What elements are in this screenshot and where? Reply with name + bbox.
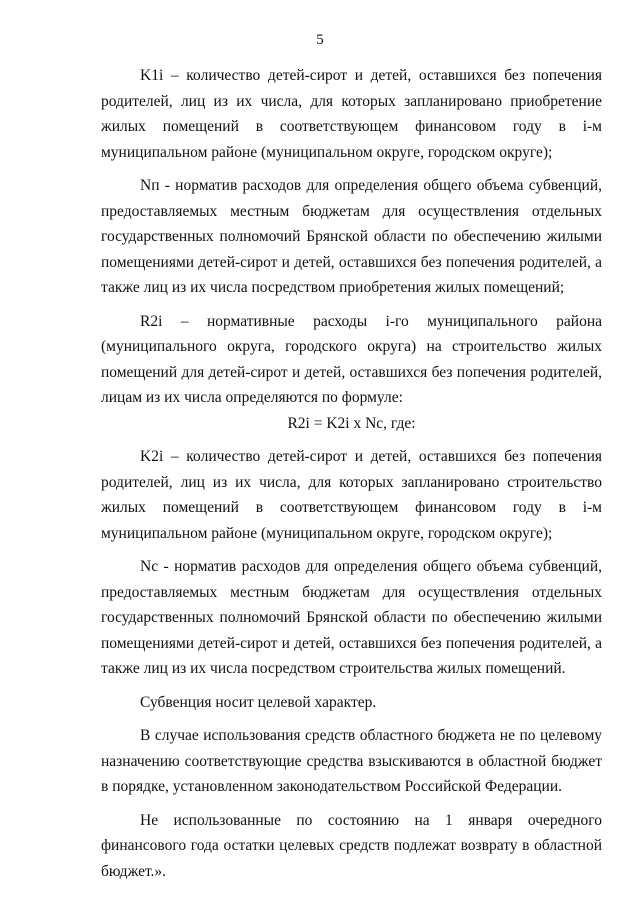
formula-r2i: R2i = K2i x Nс, где: [287, 414, 416, 432]
paragraph-unused-funds-return: Не использованные по состоянию на 1 января очередного финансового года остатки целевых средств подлежат возврату в областной бюджет.». [101, 811, 602, 880]
paragraph-nc-definition: Nс - норматив расходов для определения общего объема субвенций, предоставляемых местным бюджетам для осуществления отдельных государственных полномочий Брянской области по обеспечению жилыми помещениями детей-сирот и детей, оставшихся без попечения родителей, а также лиц из их числа посредством строительства жилых помещений. [101, 558, 602, 677]
paragraph-subvention-purpose: Субвенция носит целевой характер. [140, 693, 377, 711]
page-number: 5 [316, 32, 324, 48]
paragraph-r2i-definition: R2i – нормативные расходы i-го муниципального района (муниципального округа, городского округа) на строительство жилых помещений для детей-сирот и детей, оставшихся без попечения родителей, лицам из их числа определяются по формуле: [101, 312, 602, 406]
paragraph-k1i-definition: K1i – количество детей-сирот и детей, оставшихся без попечения родителей, лиц из их числа, для которых запланировано приобретение жилых помещений в соответствующем финансовом году в i-м муниципальном районе (муниципальном округе, городском округе); [101, 67, 602, 161]
document-body [101, 63, 602, 884]
paragraph-np-definition: Nп - норматив расходов для определения общего объема субвенций, предоставляемых местным бюджетам для осуществления отдельных государственных полномочий Брянской области по обеспечению жилыми помещениями детей-сирот и детей, оставшихся без попечения родителей, а также лиц из их числа посредством приобретения жилых помещений; [101, 177, 602, 296]
paragraph-k2i-definition: K2i – количество детей-сирот и детей, оставшихся без попечения родителей, лиц из их числа, для которых запланировано строительство жилых помещений в соответствующем финансовом году в i-м муниципальном районе (муниципальном округе, городском округе); [101, 448, 602, 542]
paragraph-misuse-recovery: В случае использования средств областного бюджета не по целевому назначению соответствующие средства взыскиваются в областной бюджет в порядке, установленном законодательством Российской Федерации. [101, 727, 602, 795]
